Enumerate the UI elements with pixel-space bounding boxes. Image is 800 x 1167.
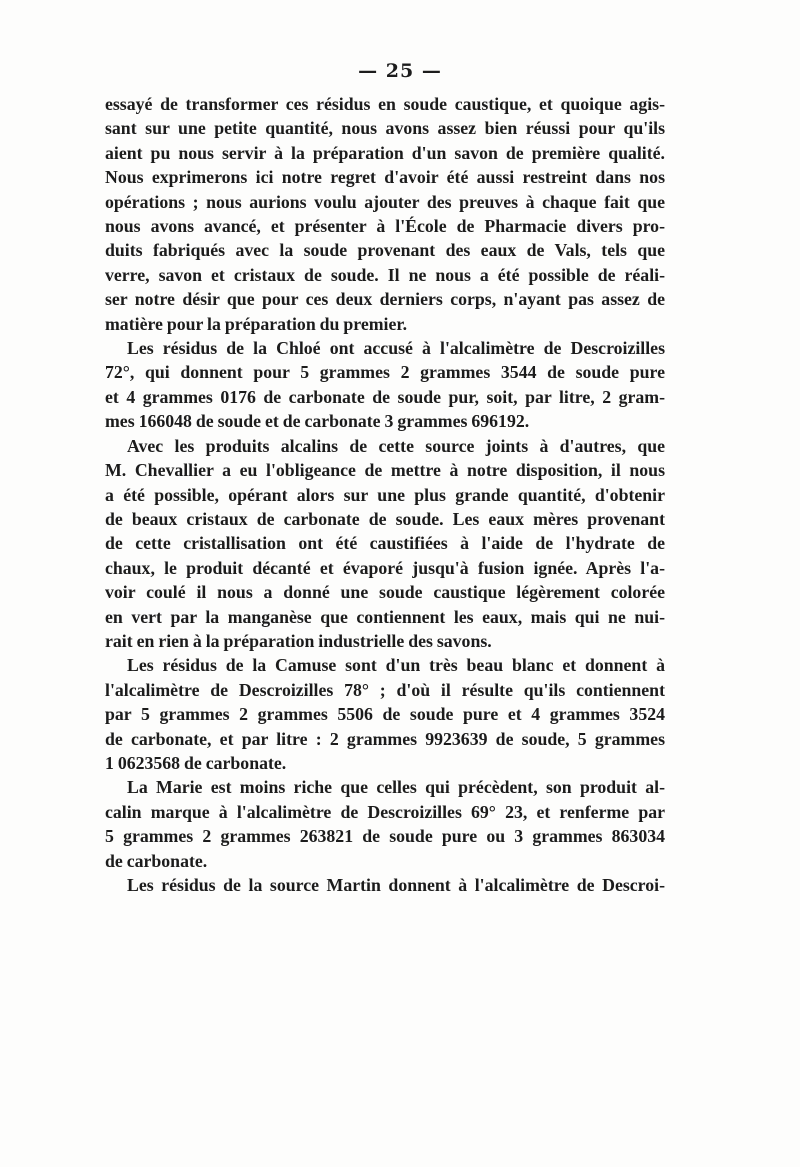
paragraph-5 — [105, 775, 665, 873]
text-line: 72°, qui donnent pour 5 grammes 2 grammes 3544 de soude pure — [105, 362, 665, 383]
text-line: matière pour la préparation du premier. — [105, 313, 408, 334]
text-line: Les résidus de la source Martin donnent à l'alcalimètre de Descroi- — [127, 875, 665, 895]
paragraph-4 — [105, 653, 665, 775]
text-line: mes 166048 de soude et de carbonate 3 grammes 696192. — [105, 411, 530, 432]
text-line: l'alcalimètre de Descroizilles 78° ; d'où il résulte qu'ils contiennent — [105, 679, 665, 700]
body-text — [105, 92, 665, 897]
text-line: en vert par la manganèse que contiennent les eaux, mais qui ne nui- — [105, 606, 665, 627]
text-line: nous avons avancé, et présenter à l'École de Pharmacie divers pro- — [105, 216, 665, 237]
text-line: calin marque à l'alcalimètre de Descroizilles 69° 23, et renferme par — [105, 801, 665, 822]
text-line: chaux, le produit décanté et évaporé jusqu'à fusion ignée. Après l'a- — [105, 557, 665, 578]
text-line: de carbonate. — [105, 850, 208, 871]
text-line: de cette cristallisation ont été caustifiées à l'aide de l'hydrate de — [105, 533, 665, 554]
text-line: duits fabriqués avec la soude provenant des eaux de Vals, tels que — [105, 240, 665, 261]
text-line: et 4 grammes 0176 de carbonate de soude pur, soit, par litre, 2 gram- — [105, 386, 665, 407]
text-line: rait en rien à la préparation industrielle des savons. — [105, 630, 492, 651]
text-line: 1 0623568 de carbonate. — [105, 752, 287, 773]
text-line: La Marie est moins riche que celles qui précèdent, son produit al- — [127, 777, 665, 798]
text-line: Les résidus de la Chloé ont accusé à l'alcalimètre de Descroizilles — [127, 338, 665, 359]
text-line: de carbonate, et par litre : 2 grammes 9923639 de soude, 5 grammes — [105, 728, 665, 749]
text-line: voir coulé il nous a donné une soude caustique légèrement colorée — [105, 582, 665, 603]
text-line: Les résidus de la Camuse sont d'un très beau blanc et donnent à — [127, 655, 665, 676]
text-line: aient pu nous servir à la préparation d'un savon de première qualité. — [105, 142, 665, 163]
page-number: — 25 — — [358, 60, 442, 82]
text-line: ser notre désir que pour ces deux derniers corps, n'ayant pas assez de — [105, 289, 665, 310]
paragraph-3 — [105, 434, 665, 654]
paragraph-2 — [105, 336, 665, 434]
text-line: M. Chevallier a eu l'obligeance de mettre à notre disposition, il nous — [105, 460, 665, 481]
text-line: opérations ; nous aurions voulu ajouter des preuves à chaque fait que — [105, 191, 665, 212]
paragraph-6 — [105, 873, 665, 897]
text-line: Nous exprimerons ici notre regret d'avoir été aussi restreint dans nos — [105, 167, 665, 188]
text-line: verre, savon et cristaux de soude. Il ne nous a été possible de réali- — [105, 264, 665, 285]
text-line: 5 grammes 2 grammes 263821 de soude pure ou 3 grammes 863034 — [105, 826, 665, 847]
text-line: par 5 grammes 2 grammes 5506 de soude pure et 4 grammes 3524 — [105, 704, 665, 725]
text-line: de beaux cristaux de carbonate de soude. Les eaux mères provenant — [105, 508, 665, 529]
paragraph-1 — [105, 92, 665, 336]
text-line: a été possible, opérant alors sur une plus grande quantité, d'obtenir — [105, 484, 665, 505]
text-line: sant sur une petite quantité, nous avons assez bien réussi pour qu'ils — [105, 118, 665, 139]
text-line: Avec les produits alcalins de cette source joints à d'autres, que — [127, 435, 665, 456]
text-line: essayé de transformer ces résidus en soude caustique, et quoique agis- — [105, 94, 665, 114]
